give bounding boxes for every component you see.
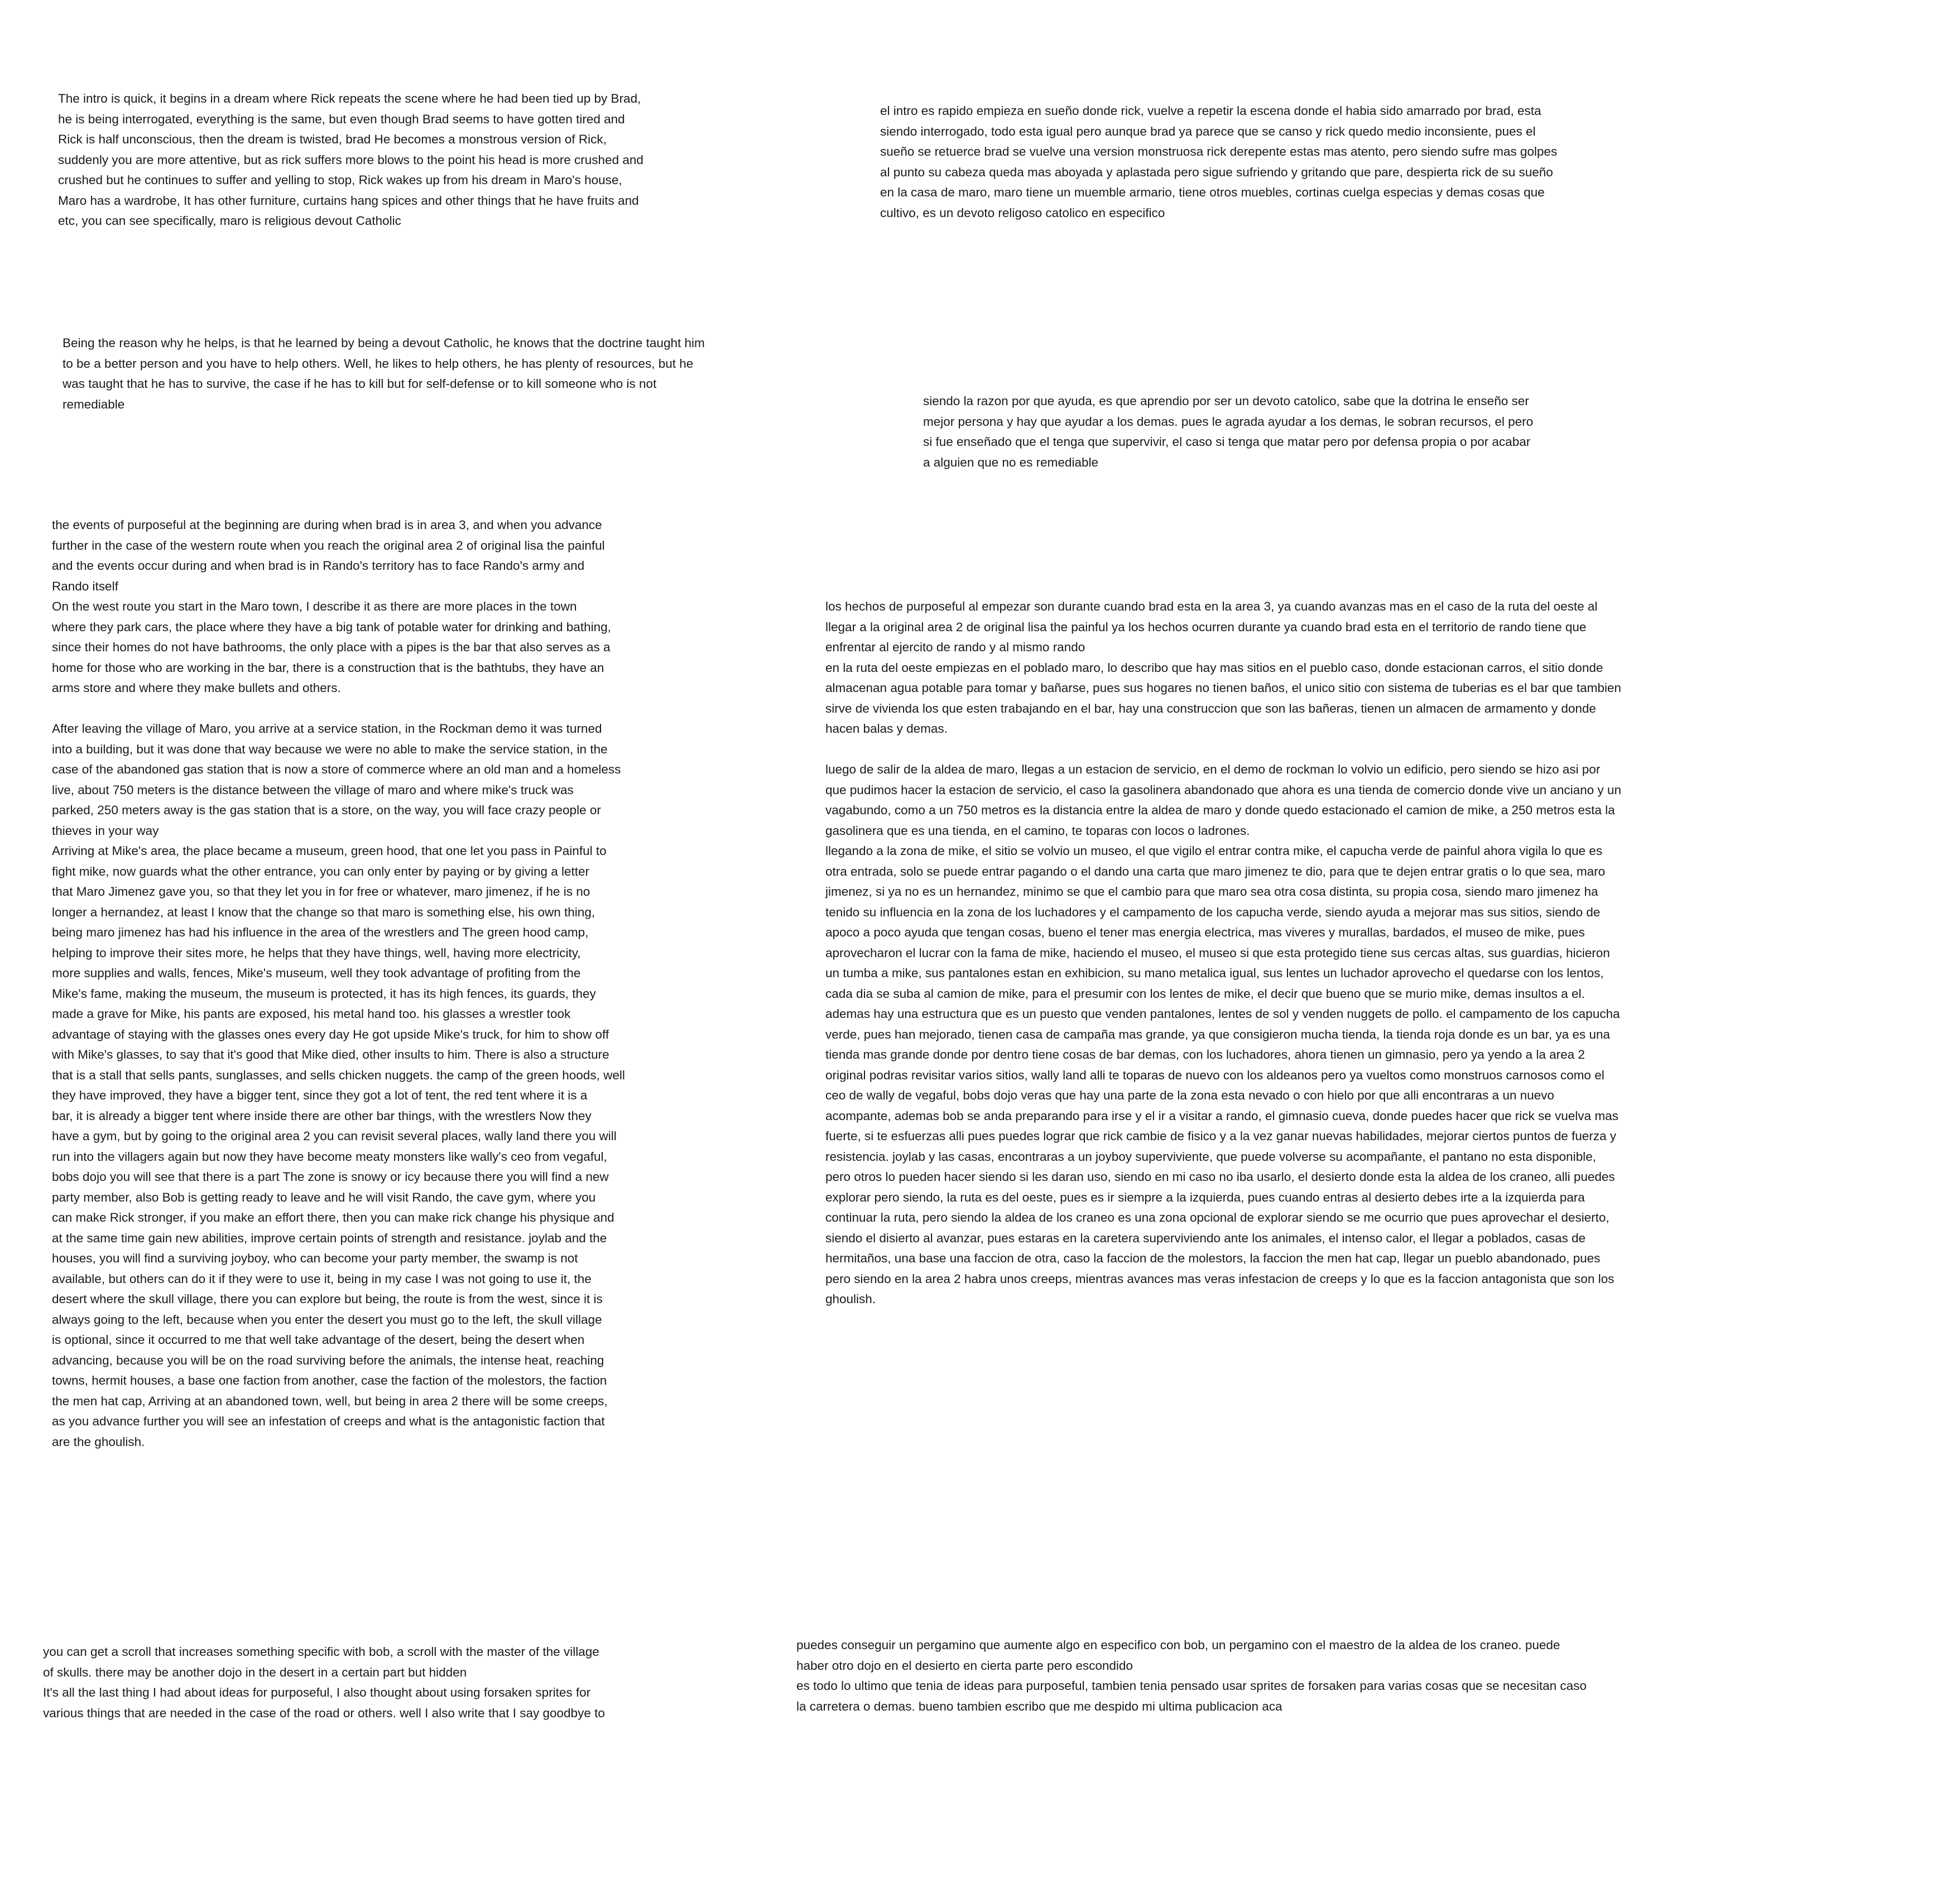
closing-paragraph-spanish: puedes conseguir un pergamino que aumente algo en especifico con bob, un pergamino con el maestro de la aldea de los craneo. puede haber otro dojo en el desierto en cierta parte pero escondido es todo lo ultimo que tenia de ideas para purposeful, tambien tenia pensado usar sprites de forsaken para varias cosas que se necesitan caso la carretera o demas. bueno tambien escribo que me despido mi ultima publicacion aca — [796, 1638, 1587, 1713]
west-route-paragraph-spanish: los hechos de purposeful al empezar son durante cuando brad esta en la area 3, ya cuando avanzas mas en el caso de la ruta del oeste al llegar a la original area 2 de original lisa the painful ya los hechos ocurren durante ya cuando brad esta en el territorio de rando tiene que enfrentar al ejercito de rando y al mismo rando en la ruta del oeste empiezas en el poblado maro, lo describo que hay mas sitios en el pueblo caso, donde estacionan carros, el sitio donde almacenan agua potable para tomar y bañarse, pues sus hogares no tienen baños, el unico sitio con sistema de tuberias es el bar que tambien sirve de vivienda los que esten trabajando en el bar, hay una construccion que son las bañeras, tienen un almacen de armamento y donde hacen balas y demas. luego de salir de la aldea de maro, llegas a un estacion de servicio, en el demo de rockman lo volvio un edificio, pero siendo se hizo asi por que pudimos hacer la estacion de servicio, el caso la gasolinera abandonado que ahora es una tienda de comercio donde vive un anciano y un vagabundo, como a un 750 metros es la distancia entre la aldea de maro y donde quedo estacionado el camion de mike, a 250 metros esta la gasolinera que es una tienda, en el camino, te toparas con locos o ladrones. llegando a la zona de mike, el sitio se volvio un museo, el que vigilo el entrar contra mike, el capucha verde de painful ahora vigila lo que es otra entrada, solo se puede entrar pagando o el dando una carta que maro jimenez te dio, para que te dejen entrar gratis o lo que sea, maro jimenez, si ya no es un hernandez, minimo se que el cambio para que maro sea otra cosa distinta, su propia cosa, siendo maro jimenez ha tenido su influencia en la zona de los luchadores y el campamento de los capucha verde, siendo ayuda a mejorar mas sus sitios, siendo de apoco a poco ayuda que tengan cosas, bueno el tener mas energia electrica, mas viveres y murallas, bardados, el museo de mike, pues aprovecharon el lucrar con la fama de mike, haciendo el museo, el museo si que esta protegido tiene sus cercas altas, sus guardias, hicieron un tumba a mike, sus pantalones estan en exhibicion, su mano metalica igual, sus lentes un luchador aprovecho el quedarse con los lentos, cada dia se suba al camion de mike, para el presumir con los lentes de mike, el decir que bueno que se murio mike, demas insultos a el. ademas hay una estructura que es un puesto que venden pantalones, lentes de sol y venden nuggets de pollo. el campamento de los capucha verde, pues han mejorado, tienen casa de campaña mas grande, ya que consigieron mucha tienda, la tienda roja donde es un bar, ya es una tienda mas grande donde por dentro tiene cosas de bar demas, con los luchadores, ahora tienen un gimnasio, pero ya yendo a la area 2 original podras revisitar varios sitios, wally land alli te toparas de nuevo con los aldeanos pero ya vueltos como monstruos carnosos como el ceo de wally de vegaful, bobs dojo veras que hay una parte de la zona esta nevado o con hielo por que alli encontraras a un nuevo acompante, ademas bob se anda preparando para irse y el ir a visitar a rando, el gimnasio cueva, donde puedes hacer que rick se vuelva mas fuerte, si te esfuerzas alli pues puedes lograr que rick cambie de fisico y a la vez ganar nuevas habilidades, mejorar ciertos puntos de fuerza y resistencia. joylab y las casas, encontraras a un joyboy superviviente, que puede volverse su acompañante, el pantano no esta disponible, pero otros lo pueden hacer siendo si les daran uso, siendo en mi caso no iba usarlo, el desierto donde esta la aldea de los craneo, alli puedes explorar pero siendo, la ruta es del oeste, pues es ir siempre a la izquierda, pues cuando entras al desierto debes irte a la izquierda para continuar la ruta, pero siendo la aldea de los craneo es una zona opcional de explorar siendo se me ocurrio que pues aprovechar el desierto, siendo el disierto al avanzar, pues estaras en la caretera superviviendo ante los animales, el intenso calor, el llegar a poblados, casas de hermitaños, una base una faccion de otra, caso la faccion de the molestors, la faccion the men hat cap, llegar un pueblo abandonado, pues pero siendo en la area 2 habra unos creeps, mientras avances mas veras infestacion de creeps y lo que es la faccion antagonista que son los ghoulish. — [825, 599, 1621, 1306]
reason-paragraph-spanish: siendo la razon por que ayuda, es que aprendio por ser un devoto catolico, sabe que la dotrina le enseño ser mejor persona y hay que ayudar a los demas. pues le agrada ayudar a los demas, le sobran recursos, el pero si fue enseñado que el tenga que supervivir, el caso si tenga que matar pero por defensa propia o por acabar a alguien que no es remediable — [923, 394, 1534, 469]
reason-paragraph-english: Being the reason why he helps, is that he learned by being a devout Catholic, he knows that the doctrine taught him to be a better person and you have to help others. Well, he likes to help others, he has plenty of resources, but he was taught that he has to survive, the case if he has to kill but for self-defense or to kill someone who is not remediable — [63, 336, 705, 411]
intro-paragraph-english: The intro is quick, it begins in a dream where Rick repeats the scene where he had been tied up by Brad, he is being interrogated, everything is the same, but even though Brad seems to have gotten tired and Rick is half unconscious, then the dream is twisted, brad He becomes a monstrous version of Rick, suddenly you are more attentive, but as rick suffers more blows to the point his head is more crushed and crushed but he continues to suffer and yelling to stop, Rick wakes up from his dream in Maro's house, Maro has a wardrobe, It has other furniture, curtains hang spices and other things that he have fruits and etc, you can see specifically, maro is religious devout Catholic — [58, 92, 643, 228]
closing-paragraph-english: you can get a scroll that increases something specific with bob, a scroll with the master of the village of skulls. there may be another dojo in the desert in a certain part but hidden It's all the last thing I had about ideas for purposeful, I also thought about using forsaken sprites for various things that are needed in the case of the road or others. well I also write that I say goodbye to — [43, 1645, 605, 1720]
west-route-paragraph-english: the events of purposeful at the beginning are during when brad is in area 3, and when you advance further in the case of the western route when you reach the original area 2 of original lisa the painful and the events occur during and when brad is in Rando's territory has to face Rando's army and Rando itself On the west route you start in the Maro town, I describe it as there are more places in the town where they park cars, the place where they have a big tank of potable water for drinking and bathing, since their homes do not have bathrooms, the only place with a pipes is the bar that also serves as a home for those who are working in the bar, there is a construction that is the bathtubs, they have an arms store and where they make bullets and others. After leaving the village of Maro, you arrive at a service station, in the Rockman demo it was turned into a building, but it was done that way because we were no able to make the service station, in the case of the abandoned gas station that is now a store of commerce where an old man and a homeless live, about 750 meters is the distance between the village of maro and where mike's truck was parked, 250 meters away is the gas station that is a store, on the way, you will face crazy people or thieves in your way Arriving at Mike's area, the place became a museum, green hood, that one let you pass in Painful to fight mike, now guards what the other entrance, you can only enter by paying or by giving a letter that Maro Jimenez gave you, so that they let you in for free or whatever, maro jimenez, if he is no longer a hernandez, at least I know that the change so that maro is something else, his own thing, being maro jimenez has had his influence in the area of the wrestlers and The green hood camp, helping to improve their sites more, he helps that they have things, well, having more electricity, more supplies and walls, fences, Mike's museum, well they took advantage of profiting from the Mike's fame, making the museum, the museum is protected, it has its high fences, its guards, they made a grave for Mike, his pants are exposed, his metal hand too. his glasses a wrestler took advantage of staying with the glasses ones every day He got upside Mike's truck, for him to show off with Mike's glasses, to say that it's good that Mike died, other insults to him. There is also a structure that is a stall that sells pants, sunglasses, and sells chicken nuggets. the camp of the green hoods, well they have improved, they have a bigger tent, since they got a lot of tent, the red tent where it is a bar, it is already a bigger tent where inside there are other bar things, with the wrestlers Now they have a gym, but by going to the original area 2 you can revisit several places, wally land there you will run into the villagers again but now they have become meaty monsters like wally's ceo from vegaful, bobs dojo you will see that there is a part The zone is snowy or icy because there you will find a new party member, also Bob is getting ready to leave and he will visit Rando, the cave gym, where you can make Rick stronger, if you make an effort there, then you can make rick change his physique and at the same time gain new abilities, improve certain points of strength and resistance. joylab and the houses, you will find a surviving joyboy, who can become your party member, the swamp is not available, but others can do it if they were to use it, being in my case I was not going to use it, the desert where the skull village, there you can explore but being, the route is from the west, since it is always going to the left, because when you enter the desert you must go to the left, the skull village is optional, since it occurred to me that well take advantage of the desert, being the desert when advancing, because you will be on the road surviving before the animals, the intense heat, reaching towns, hermit houses, a base one faction from another, case the faction of the molestors, the faction the men hat cap, Arriving at an abandoned town, well, but being in area 2 there will be some creeps, as you advance further you will see an infestation of creeps and what is the antagonistic faction that are the ghoulish. — [52, 518, 625, 1449]
intro-paragraph-spanish: el intro es rapido empieza en sueño donde rick, vuelve a repetir la escena donde el habia sido amarrado por brad, esta siendo interrogado, todo esta igual pero aunque brad ya parece que se canso y rick quedo medio inconsiente, pues el sueño se retuerce brad se vuelve una version monstruosa rick derepente estas mas atento, pero siendo sufre mas golpes al punto su cabeza queda mas aboyada y aplastada pero sigue sufriendo y gritando que pare, despierta rick de su sueño en la casa de maro, maro tiene un muemble armario, tiene otros muebles, cortinas cuelga especias y demas cosas que cultivo, es un devoto religoso catolico en especifico — [880, 104, 1558, 220]
